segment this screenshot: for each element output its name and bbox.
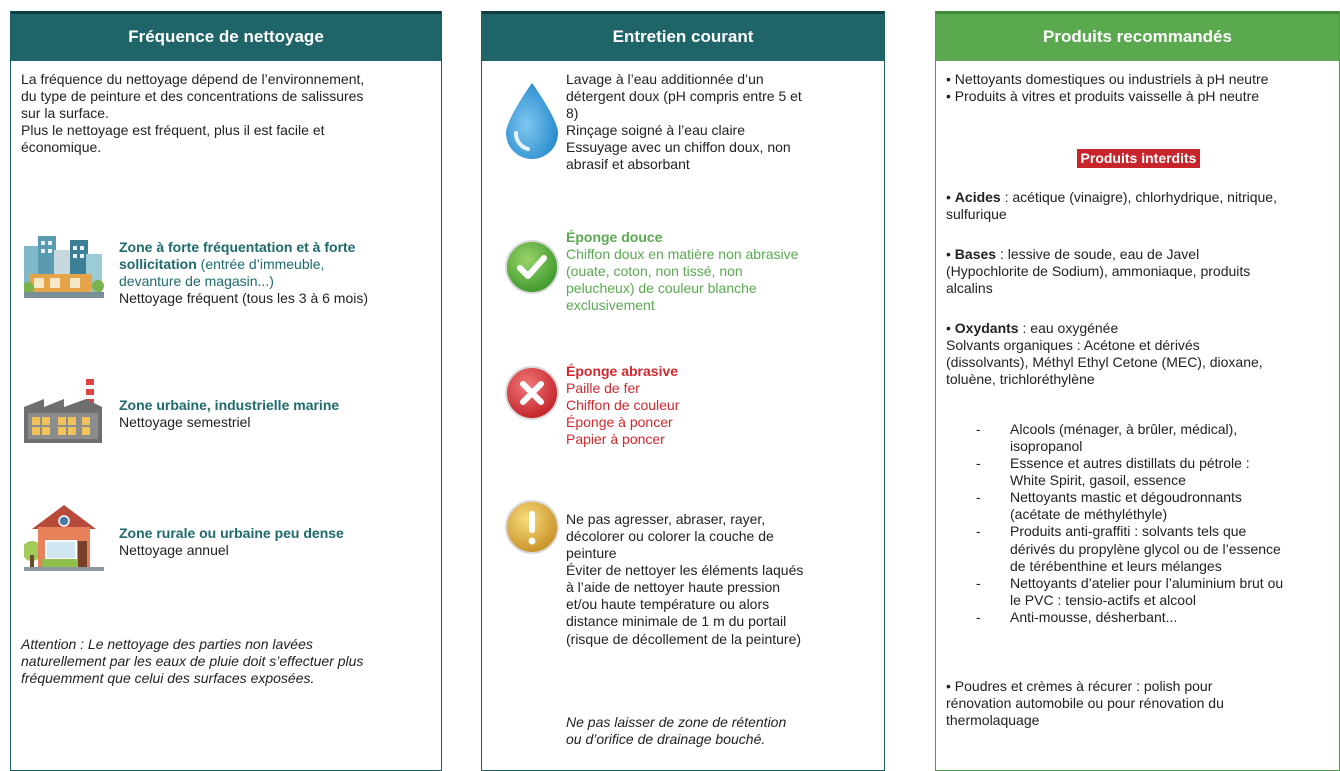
list-item: - Anti-mousse, désherbant... <box>976 608 1178 625</box>
forbidden-badge: Produits interdits <box>1077 149 1201 168</box>
house-icon <box>24 501 104 571</box>
panel-title: Produits recommandés <box>936 11 1339 61</box>
recommended-list: • Nettoyants domestiques ou industriels à pH neutre • Produits à vitres et produits vaisselle à pH neutre <box>946 71 1269 105</box>
abrasive-sponge-text: Éponge abrasive Paille de fer Chiffon de couleur Éponge à poncer Papier à poncer <box>566 363 680 448</box>
intro-text: La fréquence du nettoyage dépend de l’environnement, du type de peinture et des concentrations de salissures sur la surface. Plus le nettoyage est fréquent, plus il est facile et économique. <box>21 71 365 156</box>
list-item: - Alcools (ménager, à brûler, médical), isopropanol <box>976 421 1238 455</box>
panel-cleaning-frequency <box>10 11 442 771</box>
forbidden-header <box>936 149 1340 168</box>
zone-rural: Zone rurale ou urbaine peu dense Nettoyage annuel <box>119 525 344 559</box>
list-item: - Produits anti-graffiti : solvants tels que dérivés du propylène glycol ou de l’essence de térébenthine et leurs mélanges <box>976 523 1281 574</box>
city-buildings-icon <box>24 236 104 302</box>
exclamation-icon <box>504 499 560 555</box>
factory-icon <box>24 377 104 447</box>
warning-note: Attention : Le nettoyage des parties non lavées naturellement par les eaux de pluie doit s’effectuer plus fréquemment que celui des surfaces exposées. <box>21 636 364 687</box>
powders-item: • Poudres et crèmes à récurer : polish pour rénovation automobile ou pour rénovation du thermolaquage <box>946 678 1224 729</box>
oxidants-item: • Oxydants : eau oxygénée Solvants organiques : Acétone et dérivés (dissolvants), Méthyl Ethyl Cetone (MEC), dioxane, toluène, trichloréthylène <box>946 320 1263 388</box>
panel-title: Entretien courant <box>482 11 884 61</box>
water-drop-icon <box>502 81 562 161</box>
solvents-sublist <box>946 421 1336 626</box>
bases-item: • Bases : lessive de soude, eau de Javel (Hypochlorite de Sodium), ammoniaque, produits alcalins <box>946 246 1251 297</box>
soft-sponge-text: Éponge douce Chiffon doux en matière non abrasive (ouate, coton, non tissé, non pelucheux) de couleur blanche exclusivement <box>566 229 799 314</box>
zone-urban-industrial: Zone urbaine, industrielle marine Nettoyage semestriel <box>119 397 340 431</box>
panel-title: Fréquence de nettoyage <box>11 11 441 61</box>
zone-high-traffic: Zone à forte fréquentation et à forte sollicitation (entrée d’immeuble, devanture de magasin...) Nettoyage fréquent (tous les 3 à 6 mois) <box>119 239 369 307</box>
drainage-note: Ne pas laisser de zone de rétention ou d’orifice de drainage bouché. <box>566 714 787 748</box>
water-washing-text: Lavage à l’eau additionnée d’un détergent doux (pH compris entre 5 et 8) Rinçage soigné à l’eau claire Essuyage avec un chiffon doux, non abrasif et absorbant <box>566 71 802 173</box>
check-icon <box>504 239 560 295</box>
list-item: - Nettoyants mastic et dégoudronnants (acétate de méthyléthyle) <box>976 489 1242 523</box>
list-item: - Essence et autres distillats du pétrole : White Spirit, gasoil, essence <box>976 455 1250 489</box>
cross-icon <box>504 365 560 421</box>
panel-recommended-products <box>935 11 1340 771</box>
caution-text: Ne pas agresser, abraser, rayer, décolorer ou colorer la couche de peinture Éviter de nettoyer les éléments laqués à l’aide de nettoyer haute pression et/ou haute température ou alors distance minimale de 1 m du portail (risque de décollement de la peinture) <box>566 511 804 647</box>
acids-item: • Acides : acétique (vinaigre), chlorhydrique, nitrique, sulfurique <box>946 189 1277 223</box>
panel-routine-maintenance <box>481 11 885 771</box>
list-item: - Nettoyants d’atelier pour l’aluminium brut ou le PVC : tensio-actifs et alcool <box>976 574 1284 608</box>
